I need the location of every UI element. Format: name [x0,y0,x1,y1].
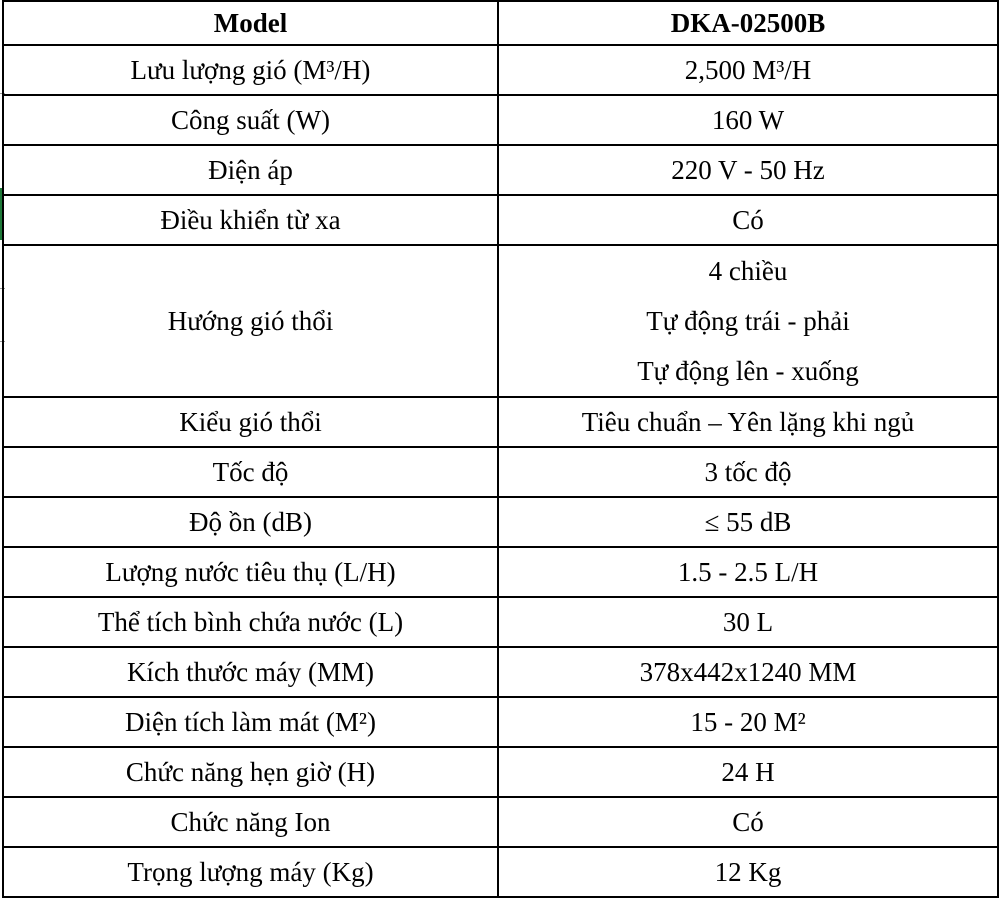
spec-value-cell: Có [498,797,998,847]
table-row [3,797,998,847]
spec-value-cell: Có [498,195,998,245]
header-value-cell: DKA-02500B [498,1,998,45]
spec-value-cell: 378x442x1240 MM [498,647,998,697]
table-row [3,447,998,497]
table-row [3,145,998,195]
spec-value-cell: 2,500 M³/H [498,45,998,95]
spec-label-cell: Kiểu gió thổi [3,397,498,447]
table-row [3,597,998,647]
spec-value-cell: Tiêu chuẩn – Yên lặng khi ngủ [498,397,998,447]
spec-label-cell: Hướng gió thổi [3,245,498,397]
table-row [3,547,998,597]
spec-label-cell: Lượng nước tiêu thụ (L/H) [3,547,498,597]
table-header-row [3,1,998,45]
spec-value-cell: 24 H [498,747,998,797]
spec-label-cell: Điều khiển từ xa [3,195,498,245]
spec-table [2,0,999,898]
spec-label-cell: Kích thước máy (MM) [3,647,498,697]
table-row [3,647,998,697]
spec-value-cell: 30 L [498,597,998,647]
spec-label-cell: Điện áp [3,145,498,195]
table-row [3,747,998,797]
spec-value-cell: 12 Kg [498,847,998,897]
table-row [3,697,998,747]
table-row [3,195,998,245]
spec-value-cell: 1.5 - 2.5 L/H [498,547,998,597]
spec-value-line: Tự động lên - xuống [637,356,859,386]
spec-label-cell: Trọng lượng máy (Kg) [3,847,498,897]
spec-value-cell: 220 V - 50 Hz [498,145,998,195]
table-row [3,397,998,447]
spec-value-cell: 160 W [498,95,998,145]
spec-value-cell: 3 tốc độ [498,447,998,497]
spec-label-cell: Tốc độ [3,447,498,497]
spec-value-line: Tự động trái - phải [646,306,850,336]
table-row [3,45,998,95]
spec-label-cell: Diện tích làm mát (M²) [3,697,498,747]
spec-value-cell: 15 - 20 M² [498,697,998,747]
spec-label-cell: Chức năng hẹn giờ (H) [3,747,498,797]
spec-label-cell: Độ ồn (dB) [3,497,498,547]
spec-value-line: 4 chiều [708,256,788,286]
table-row [3,95,998,145]
spec-label-cell: Công suất (W) [3,95,498,145]
spec-value-cell [498,245,998,397]
spec-label-cell: Lưu lượng gió (M³/H) [3,45,498,95]
spec-value-cell: ≤ 55 dB [498,497,998,547]
header-label-cell: Model [3,1,498,45]
spec-label-cell: Chức năng Ion [3,797,498,847]
table-row [3,847,998,897]
spec-label-cell: Thể tích bình chứa nước (L) [3,597,498,647]
table-row [3,497,998,547]
table-row [3,245,998,397]
